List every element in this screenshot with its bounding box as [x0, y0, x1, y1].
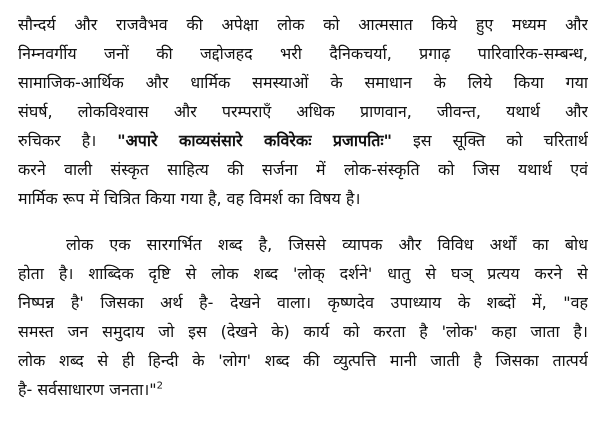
line-suffix: इस सूक्ति को चरितार्थ	[391, 131, 588, 150]
text-line: सामाजिक-आर्थिक और धार्मिक समस्याओं के समाधान के लिये किया गया	[18, 73, 588, 92]
text-line: मार्मिक रूप में चित्रित किया गया है, वह विमर्श का विषय है।	[18, 189, 361, 208]
paragraph-gap	[18, 213, 588, 230]
document-page	[18, 10, 588, 404]
text-line: संघर्ष, लोकविश्वास और परम्पराएँ अधिक प्राणवान, जीवन्त, यथार्थ और	[18, 102, 588, 121]
text-line: निम्नवर्गीय जनों की जद्दोजहद भरी दैनिकचर्या, प्रगाढ़ पारिवारिक-सम्बन्ध,	[18, 44, 588, 63]
text-line: होता है। शाब्दिक दृष्टि से लोक शब्द 'लोक् दर्शने' धातु से घञ् प्रत्यय करने से	[18, 264, 588, 283]
footnote-marker: 2	[156, 380, 164, 392]
text-line-final	[18, 375, 588, 404]
text-line: सौन्दर्य और राजवैभव की अपेक्षा लोक को आत्मसात किये हुए मध्यम और	[18, 15, 588, 34]
paragraph-2	[18, 230, 588, 404]
final-text: है- सर्वसाधारण जनता।"	[18, 380, 157, 399]
text-line: लोक शब्द से ही हिन्दी के 'लोग' शब्द की व्युत्पत्ति मानी जाती है जिसका तात्पर्य	[18, 351, 588, 370]
text-line: लोक एक सारगर्भित शब्द है, जिससे व्यापक और विविध अर्थों का बोध	[66, 235, 588, 254]
line-prefix: रुचिकर है।	[18, 131, 118, 150]
paragraph-1	[18, 10, 588, 213]
text-line: करने वाली संस्कृत साहित्य की सर्जना में लोक-संस्कृति को जिस यथार्थ एवं	[18, 160, 588, 179]
sanskrit-quote: "अपारे काव्यसंसारे कविरेकः प्रजापतिः"	[117, 131, 392, 150]
text-line: समस्त जन समुदाय जो इस (देखने के) कार्य को करता है 'लोक' कहा जाता है।	[18, 322, 588, 341]
text-line: निष्पन्न है' जिसका अर्थ है- देखने वाला। कृष्णदेव उपाध्याय के शब्दों में, "वह	[18, 293, 588, 312]
text-line-with-quote	[18, 126, 588, 155]
